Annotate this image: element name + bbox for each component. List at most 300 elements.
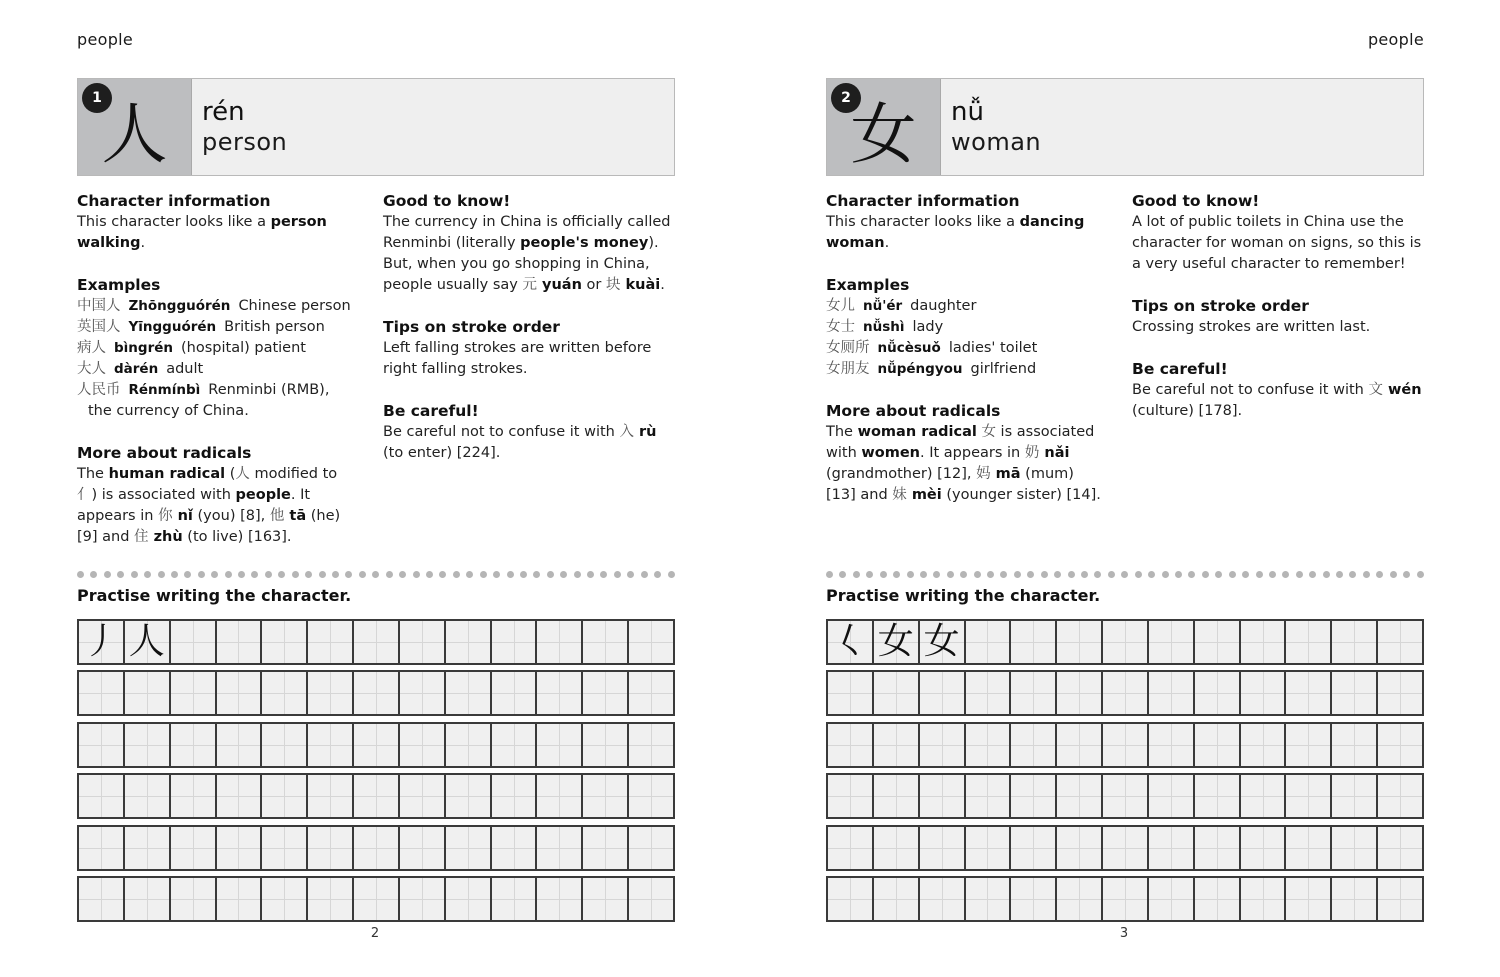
examples-section — [77, 275, 357, 422]
divider-dot — [77, 571, 84, 578]
practice-cell[interactable] — [1378, 827, 1422, 869]
divider-dot — [104, 571, 111, 578]
practice-cell[interactable] — [920, 827, 966, 869]
section-heading: Examples — [77, 276, 161, 294]
practice-cell[interactable] — [1286, 878, 1332, 920]
practice-cell[interactable] — [1057, 724, 1103, 766]
stroke-order-step: 𡿨 — [831, 621, 868, 662]
example-hanzi: 病人 — [77, 340, 106, 356]
practice-cell[interactable] — [1241, 827, 1287, 869]
practice-cell[interactable] — [966, 724, 1012, 766]
practice-cell[interactable] — [262, 724, 308, 766]
practice-cell[interactable] — [125, 672, 171, 714]
practice-cell[interactable] — [629, 672, 673, 714]
practice-cell[interactable] — [1103, 775, 1149, 817]
practice-cell[interactable] — [1011, 775, 1057, 817]
divider-dot — [1323, 571, 1330, 578]
divider-dot — [1336, 571, 1343, 578]
practice-cell[interactable] — [1195, 724, 1241, 766]
character-header-box — [77, 78, 675, 176]
practice-cell[interactable] — [262, 878, 308, 920]
divider-dot — [574, 571, 581, 578]
example-hanzi: 中国人 — [77, 298, 121, 314]
practice-cell[interactable] — [537, 775, 583, 817]
hanzi: 妹 — [892, 487, 907, 503]
divider-dot — [1054, 571, 1061, 578]
main-character: 女 — [850, 96, 917, 173]
practice-cell[interactable] — [79, 724, 125, 766]
stroke-order-text: Left falling strokes are written before right falling strokes. — [383, 340, 652, 377]
practice-cell[interactable] — [1332, 672, 1378, 714]
practice-cell[interactable] — [308, 724, 354, 766]
divider-dot — [1269, 571, 1276, 578]
practice-cell[interactable] — [537, 672, 583, 714]
practice-cell[interactable] — [400, 827, 446, 869]
divider-dot — [292, 571, 299, 578]
good-to-know-section — [1132, 191, 1427, 275]
practice-cell[interactable] — [1195, 672, 1241, 714]
practice-row — [77, 876, 675, 922]
practice-cell[interactable] — [492, 878, 538, 920]
practice-cell[interactable] — [171, 724, 217, 766]
main-character: 人 — [101, 96, 168, 173]
practice-cell[interactable] — [966, 827, 1012, 869]
practice-cell[interactable] — [1057, 775, 1103, 817]
practice-cell[interactable] — [1378, 724, 1422, 766]
divider-dot — [1215, 571, 1222, 578]
practice-cell[interactable] — [492, 672, 538, 714]
example-hanzi: 人民币 — [77, 382, 121, 398]
good-to-know-section — [383, 191, 678, 296]
practice-cell[interactable] — [446, 672, 492, 714]
divider-dot — [413, 571, 420, 578]
practice-cell[interactable] — [1286, 672, 1332, 714]
divider-dot — [1175, 571, 1182, 578]
practice-cell[interactable] — [1241, 775, 1287, 817]
practice-cell[interactable] — [629, 878, 673, 920]
practice-cell[interactable] — [1011, 672, 1057, 714]
divider-dot — [305, 571, 312, 578]
practice-row — [77, 825, 675, 871]
divider-dot — [933, 571, 940, 578]
stroke-order-section — [1132, 296, 1427, 338]
character-information-text: This character looks like a person walking. — [77, 214, 327, 251]
practice-cell[interactable] — [1057, 621, 1103, 663]
divider-dot — [1229, 571, 1236, 578]
divider-dot — [1068, 571, 1075, 578]
divider-dot — [1162, 571, 1169, 578]
column-right — [383, 191, 678, 485]
character-information-section — [826, 191, 1106, 254]
practice-cell[interactable] — [400, 878, 446, 920]
divider-dot — [600, 571, 607, 578]
practice-cell[interactable] — [1011, 878, 1057, 920]
practice-cell[interactable] — [874, 621, 920, 663]
practice-cell[interactable] — [171, 827, 217, 869]
entry-number-badge: 2 — [831, 83, 861, 113]
practice-cell[interactable] — [1103, 672, 1149, 714]
practice-cell[interactable] — [629, 724, 673, 766]
practice-cell[interactable] — [1332, 878, 1378, 920]
practice-cell[interactable] — [1103, 878, 1149, 920]
divider-dot — [1188, 571, 1195, 578]
practice-cell[interactable] — [217, 724, 263, 766]
practice-cell[interactable] — [1241, 724, 1287, 766]
practice-cell[interactable] — [537, 827, 583, 869]
divider-dot — [947, 571, 954, 578]
practice-cell[interactable] — [262, 621, 308, 663]
practice-cell[interactable] — [1241, 878, 1287, 920]
practice-cell[interactable] — [1011, 724, 1057, 766]
practice-cell[interactable] — [583, 724, 629, 766]
practice-cell[interactable] — [446, 621, 492, 663]
example-item — [77, 317, 357, 338]
practice-cell[interactable] — [1378, 878, 1422, 920]
practice-cell[interactable] — [1286, 775, 1332, 817]
practice-cell[interactable] — [537, 621, 583, 663]
practice-cell[interactable] — [400, 775, 446, 817]
practice-cell[interactable] — [537, 878, 583, 920]
practice-cell[interactable] — [629, 775, 673, 817]
practice-cell[interactable] — [79, 672, 125, 714]
practice-cell[interactable] — [354, 878, 400, 920]
divider-dot — [386, 571, 393, 578]
example-meaning: British person — [224, 319, 325, 335]
practice-cell[interactable] — [308, 827, 354, 869]
practice-cell[interactable] — [125, 827, 171, 869]
hanzi: 块 — [605, 277, 621, 293]
practice-row — [77, 773, 675, 819]
practice-cell[interactable] — [920, 672, 966, 714]
practice-cell[interactable] — [583, 827, 629, 869]
divider-dot — [211, 571, 218, 578]
column-left — [826, 191, 1106, 527]
divider-dot — [533, 571, 540, 578]
practice-cell[interactable] — [1332, 724, 1378, 766]
practice-cell[interactable] — [354, 724, 400, 766]
example-pinyin: Rénmínbì — [128, 382, 201, 398]
practice-cell[interactable] — [79, 621, 125, 663]
example-hanzi: 英国人 — [77, 319, 121, 335]
section-heading: Examples — [826, 276, 910, 294]
practice-cell[interactable] — [308, 621, 354, 663]
divider-dot — [866, 571, 873, 578]
divider-dot — [641, 571, 648, 578]
be-careful-section — [1132, 359, 1427, 422]
example-pinyin: Yīngguórén — [128, 319, 217, 335]
divider-dot — [171, 571, 178, 578]
practice-cell[interactable] — [1149, 672, 1195, 714]
practice-cell[interactable] — [1195, 827, 1241, 869]
practice-cell[interactable] — [1149, 775, 1195, 817]
divider-dot — [920, 571, 927, 578]
divider-dot — [907, 571, 914, 578]
practice-cell[interactable] — [308, 672, 354, 714]
stroke-order-step: 人 — [128, 621, 165, 662]
example-hanzi: 女儿 — [826, 298, 855, 314]
divider-dot — [654, 571, 661, 578]
practice-cell[interactable] — [492, 827, 538, 869]
practice-cell[interactable] — [79, 827, 125, 869]
practice-cell[interactable] — [125, 621, 171, 663]
good-to-know-text: The currency in China is officially called Renminbi (literally people's money). But, when you go shopping in China, people usually say 元 yuán or 块 kuài. — [383, 214, 671, 293]
divider-dot — [144, 571, 151, 578]
practice-cell[interactable] — [492, 775, 538, 817]
practice-cell[interactable] — [217, 672, 263, 714]
divider-dot — [668, 571, 675, 578]
divider-dot — [627, 571, 634, 578]
example-item — [77, 380, 357, 401]
section-heading: Good to know! — [1132, 192, 1260, 210]
practice-cell[interactable] — [874, 827, 920, 869]
example-pinyin: nǚcèsuǒ — [877, 340, 941, 356]
practice-cell[interactable] — [1332, 827, 1378, 869]
practice-cell[interactable] — [492, 724, 538, 766]
example-item — [826, 317, 1106, 338]
practice-cell[interactable] — [583, 672, 629, 714]
practice-cell[interactable] — [966, 672, 1012, 714]
divider-dot — [547, 571, 554, 578]
practice-cell[interactable] — [1011, 827, 1057, 869]
divider-dot — [880, 571, 887, 578]
practice-cell[interactable] — [1011, 621, 1057, 663]
divider-dot — [1296, 571, 1303, 578]
divider-dot — [1417, 571, 1424, 578]
practice-cell[interactable] — [79, 775, 125, 817]
radicals-section — [826, 401, 1106, 506]
practice-cell[interactable] — [1057, 672, 1103, 714]
practice-cell[interactable] — [400, 672, 446, 714]
practice-cell[interactable] — [874, 878, 920, 920]
practice-cell[interactable] — [171, 672, 217, 714]
hanzi: 住 — [134, 529, 149, 545]
divider-dot — [1041, 571, 1048, 578]
hanzi: 女 — [981, 424, 996, 440]
practice-cell[interactable] — [446, 878, 492, 920]
practice-cell[interactable] — [492, 621, 538, 663]
practice-cell[interactable] — [1057, 878, 1103, 920]
dotted-divider — [77, 571, 675, 579]
practise-heading: Practise writing the character. — [77, 586, 352, 605]
practice-cell[interactable] — [400, 724, 446, 766]
practice-cell[interactable] — [262, 775, 308, 817]
section-heading: More about radicals — [826, 402, 1001, 420]
practice-cell[interactable] — [446, 775, 492, 817]
divider-dot — [184, 571, 191, 578]
practice-cell[interactable] — [1195, 878, 1241, 920]
example-item — [77, 338, 357, 359]
meaning: person — [202, 128, 288, 156]
page-number: 3 — [1119, 926, 1129, 941]
practice-cell[interactable] — [1241, 672, 1287, 714]
practice-cell[interactable] — [217, 621, 263, 663]
divider-dot — [1349, 571, 1356, 578]
practice-cell[interactable] — [920, 621, 966, 663]
divider-dot — [1256, 571, 1263, 578]
practice-cell[interactable] — [966, 878, 1012, 920]
practice-cell[interactable] — [629, 827, 673, 869]
practice-cell[interactable] — [354, 672, 400, 714]
example-hanzi: 女士 — [826, 319, 855, 335]
practice-cell[interactable] — [354, 827, 400, 869]
practice-cell[interactable] — [1286, 827, 1332, 869]
divider-dot — [319, 571, 326, 578]
practice-cell[interactable] — [308, 775, 354, 817]
running-head: people — [77, 30, 134, 49]
practice-cell[interactable] — [354, 775, 400, 817]
practice-cell[interactable] — [354, 621, 400, 663]
radicals-text: The woman radical 女 is associated with women. It appears in 奶 nǎi (grandmother) [12], 妈 mā (mum) [13] and 妹 mèi (younger sister) [14]. — [826, 424, 1101, 503]
example-pinyin: nǚpéngyou — [877, 361, 963, 377]
example-item — [77, 296, 357, 317]
practice-cell[interactable] — [1378, 672, 1422, 714]
practice-cell[interactable] — [1286, 621, 1332, 663]
practice-cell[interactable] — [1057, 827, 1103, 869]
practice-cell[interactable] — [1149, 878, 1195, 920]
practice-cell[interactable] — [583, 878, 629, 920]
practice-cell[interactable] — [874, 775, 920, 817]
practice-row — [826, 773, 1424, 819]
divider-dot — [507, 571, 514, 578]
practice-cell[interactable] — [828, 827, 874, 869]
practice-grid — [77, 619, 675, 927]
practice-cell[interactable] — [171, 775, 217, 817]
practice-cell[interactable] — [171, 878, 217, 920]
practice-cell[interactable] — [920, 724, 966, 766]
practice-cell[interactable] — [262, 672, 308, 714]
practice-cell[interactable] — [1149, 827, 1195, 869]
divider-dot — [493, 571, 500, 578]
practice-cell[interactable] — [125, 878, 171, 920]
practice-cell[interactable] — [79, 878, 125, 920]
practice-cell[interactable] — [920, 775, 966, 817]
divider-dot — [426, 571, 433, 578]
radicals-section — [77, 443, 357, 548]
practice-cell[interactable] — [1149, 621, 1195, 663]
practice-cell[interactable] — [828, 621, 874, 663]
practice-cell[interactable] — [1149, 724, 1195, 766]
practice-cell[interactable] — [1195, 621, 1241, 663]
practice-cell[interactable] — [171, 621, 217, 663]
practice-row — [77, 722, 675, 768]
hanzi: 元 — [522, 277, 537, 293]
practice-cell[interactable] — [1332, 621, 1378, 663]
practice-cell[interactable] — [1241, 621, 1287, 663]
practice-cell[interactable] — [446, 827, 492, 869]
radicals-text: The human radical (人 modified to 亻) is associated with people. It appears in 你 nǐ (you) [8], 他 tā (he) [9] and 住 zhù (to live) [163]. — [77, 466, 341, 545]
practice-cell[interactable] — [583, 621, 629, 663]
practice-cell[interactable] — [874, 672, 920, 714]
divider-dot — [960, 571, 967, 578]
divider-dot — [1094, 571, 1101, 578]
practice-cell[interactable] — [1332, 775, 1378, 817]
practice-cell[interactable] — [629, 621, 673, 663]
practice-cell[interactable] — [828, 775, 874, 817]
practice-cell[interactable] — [1103, 827, 1149, 869]
practice-cell[interactable] — [828, 724, 874, 766]
practice-cell[interactable] — [1286, 724, 1332, 766]
practice-cell[interactable] — [1195, 775, 1241, 817]
divider-dot — [1135, 571, 1142, 578]
divider-dot — [198, 571, 205, 578]
divider-dot — [466, 571, 473, 578]
divider-dot — [345, 571, 352, 578]
stroke-order-section — [383, 317, 678, 380]
practice-cell[interactable] — [125, 724, 171, 766]
practice-row — [826, 825, 1424, 871]
example-meaning: (hospital) patient — [181, 340, 306, 356]
section-heading: More about radicals — [77, 444, 252, 462]
example-continuation: the currency of China. — [88, 403, 249, 419]
practice-cell[interactable] — [446, 724, 492, 766]
divider-dot — [265, 571, 272, 578]
practice-cell[interactable] — [828, 878, 874, 920]
divider-dot — [853, 571, 860, 578]
practice-cell[interactable] — [920, 878, 966, 920]
page-number: 2 — [370, 926, 380, 941]
practice-cell[interactable] — [1103, 724, 1149, 766]
divider-dot — [238, 571, 245, 578]
practice-row — [826, 722, 1424, 768]
practice-cell[interactable] — [1103, 621, 1149, 663]
divider-dot — [1108, 571, 1115, 578]
divider-dot — [1376, 571, 1383, 578]
practice-cell[interactable] — [966, 621, 1012, 663]
example-item — [826, 296, 1106, 317]
practice-cell[interactable] — [217, 775, 263, 817]
practice-cell[interactable] — [400, 621, 446, 663]
section-heading: Tips on stroke order — [383, 318, 560, 336]
practice-cell[interactable] — [262, 827, 308, 869]
practice-cell[interactable] — [125, 775, 171, 817]
practice-grid — [826, 619, 1424, 927]
stroke-order-step: 女 — [877, 621, 914, 662]
example-hanzi: 女朋友 — [826, 361, 870, 377]
example-meaning: Renminbi (RMB), — [208, 382, 330, 398]
hanzi: 奶 — [1024, 445, 1040, 461]
example-pinyin: dàrén — [114, 361, 159, 377]
example-pinyin: nǚ'ér — [863, 298, 903, 314]
practice-cell[interactable] — [1378, 621, 1422, 663]
practice-cell[interactable] — [828, 672, 874, 714]
divider-dot — [439, 571, 446, 578]
practice-cell[interactable] — [874, 724, 920, 766]
divider-dot — [453, 571, 460, 578]
divider-dot — [1121, 571, 1128, 578]
practice-cell[interactable] — [537, 724, 583, 766]
practice-cell[interactable] — [583, 775, 629, 817]
divider-dot — [1148, 571, 1155, 578]
column-right — [1132, 191, 1427, 443]
stroke-order-step: 丿 — [82, 621, 119, 662]
page-left — [77, 0, 675, 977]
practice-cell[interactable] — [217, 878, 263, 920]
divider-dot — [587, 571, 594, 578]
practice-cell[interactable] — [1378, 775, 1422, 817]
divider-dot — [560, 571, 567, 578]
character-cell — [78, 79, 192, 175]
divider-dot — [131, 571, 138, 578]
practice-cell[interactable] — [217, 827, 263, 869]
divider-dot — [1000, 571, 1007, 578]
example-hanzi: 女厕所 — [826, 340, 870, 356]
example-hanzi: 大人 — [77, 361, 106, 377]
divider-dot — [158, 571, 165, 578]
practice-row — [826, 670, 1424, 716]
practice-cell[interactable] — [308, 878, 354, 920]
section-heading: Be careful! — [1132, 360, 1228, 378]
practice-cell[interactable] — [966, 775, 1012, 817]
